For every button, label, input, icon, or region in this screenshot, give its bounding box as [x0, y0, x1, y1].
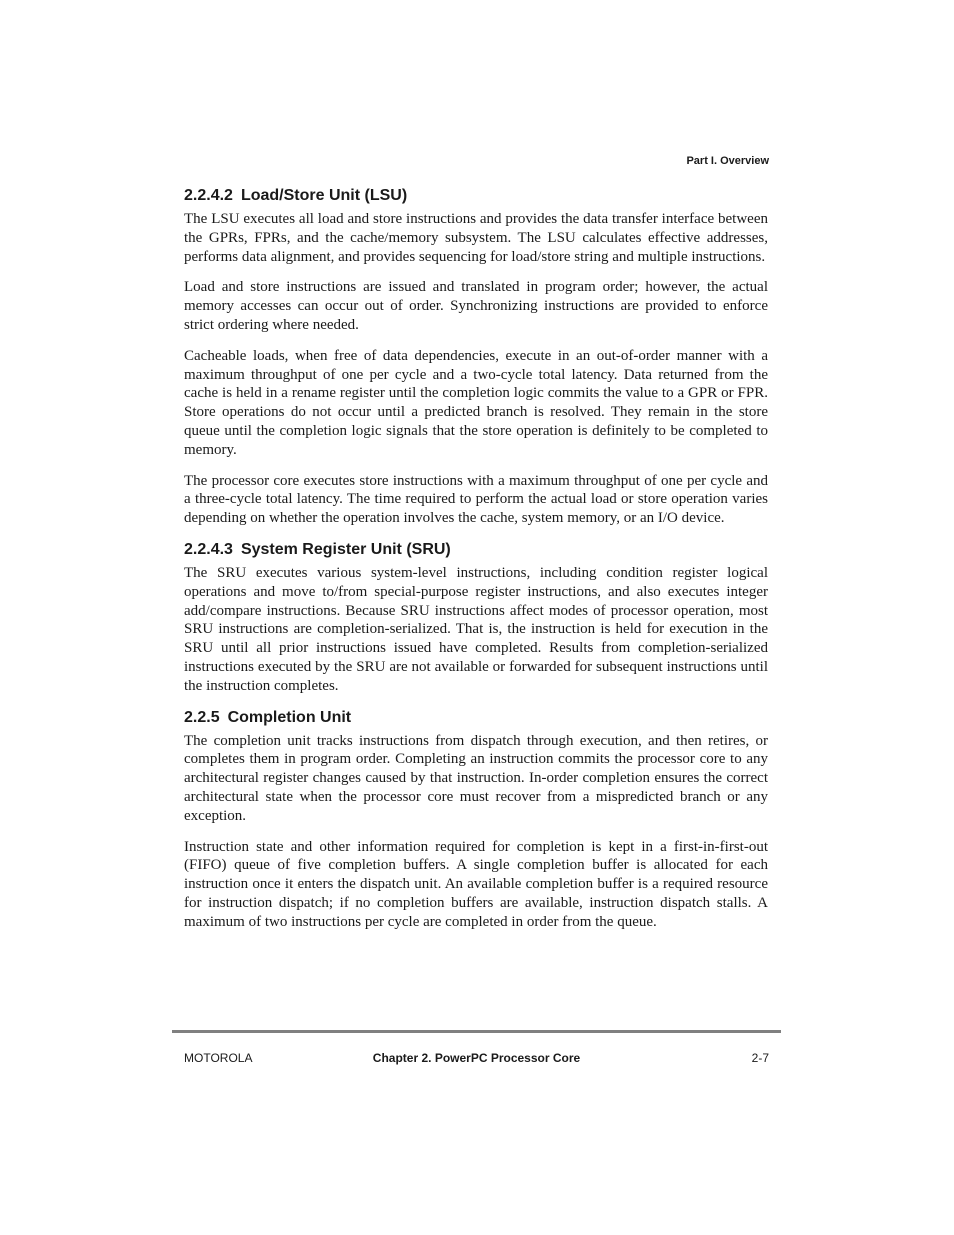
paragraph: The completion unit tracks instructions from dispatch through execution, and then retires, or completes them in program order. Completing an instruction commits the processor core to any architectural register changes caused by that instruction. In-order completion ensures the correct architectural state when the processor core must recover from a mispredicted branch or any exception. — [184, 732, 768, 824]
footer-company: MOTOROLA — [184, 1051, 253, 1065]
paragraph: Cacheable loads, when free of data dependencies, execute in an out-of-order manner with a maximum throughput of one per cycle and a two-cycle total latency. Data returned from the cache is held in a rename register until the completion logic commits the value to a GPR or FPR. Store operations do not occur until a predicted branch is resolved. They remain in the store queue until the completion logic signals that the store operation is definitely to be completed to memory. — [184, 347, 768, 458]
footer-page-number: 2-7 — [751, 1051, 769, 1065]
section-heading — [184, 540, 768, 560]
section-number: 2.2.4.3 — [184, 540, 233, 558]
section-completion-unit — [184, 708, 768, 932]
section-sru — [184, 540, 768, 696]
paragraph: Instruction state and other information required for completion is kept in a first-in-first-out (FIFO) queue of five completion buffers. A single completion buffer is allocated for each instruction once it enters the dispatch unit. An available completion buffer is a required resource for instruction dispatch; if no completion buffers are available, instruction dispatch stalls. A maximum of two instructions per cycle are completed in order from the queue. — [184, 838, 768, 930]
section-title: System Register Unit (SRU) — [240, 540, 451, 558]
section-heading — [184, 186, 768, 206]
footer-divider — [172, 1030, 781, 1033]
paragraph: The processor core executes store instructions with a maximum throughput of one per cycle and a three-cycle total latency. The time required to perform the actual load or store operation varies depending on whether the operation involves the cache, system memory, or an I/O device. — [184, 472, 768, 527]
paragraph: Load and store instructions are issued and translated in program order; however, the actual memory accesses can occur out of order. Synchronizing instructions are provided to enforce strict ordering where needed. — [184, 279, 768, 333]
paragraph: The LSU executes all load and store instructions and provides the data transfer interface between the GPRs, FPRs, and the cache/memory subsystem. The LSU calculates effective addresses, performs data alignment, and provides sequencing for load/store string and multiple instructions. — [184, 211, 768, 265]
section-number: 2.2.4.2 — [184, 187, 233, 204]
section-title: Completion Unit — [227, 708, 352, 726]
footer-chapter: Chapter 2. PowerPC Processor Core — [372, 1051, 581, 1065]
paragraph: The SRU executes various system-level instructions, including condition register logical operations and move to/from special-purpose register instructions, and also executes integer add/compare instructions. Because SRU instructions affect modes of processor operation, most SRU instructions are completion-serialized. That is, the instruction is held for execution in the SRU until all prior instructions issued have completed. Results from completion-serialized instructions executed by the SRU are not available or forwarded for subsequent instructions until the instruction completes. — [184, 564, 768, 694]
section-number: 2.2.5 — [184, 708, 220, 726]
running-header: Part I. Overview — [686, 155, 769, 167]
page-body — [184, 186, 768, 944]
section-heading — [184, 708, 768, 728]
section-title: Load/Store Unit (LSU) — [240, 187, 408, 204]
section-lsu — [184, 186, 768, 528]
